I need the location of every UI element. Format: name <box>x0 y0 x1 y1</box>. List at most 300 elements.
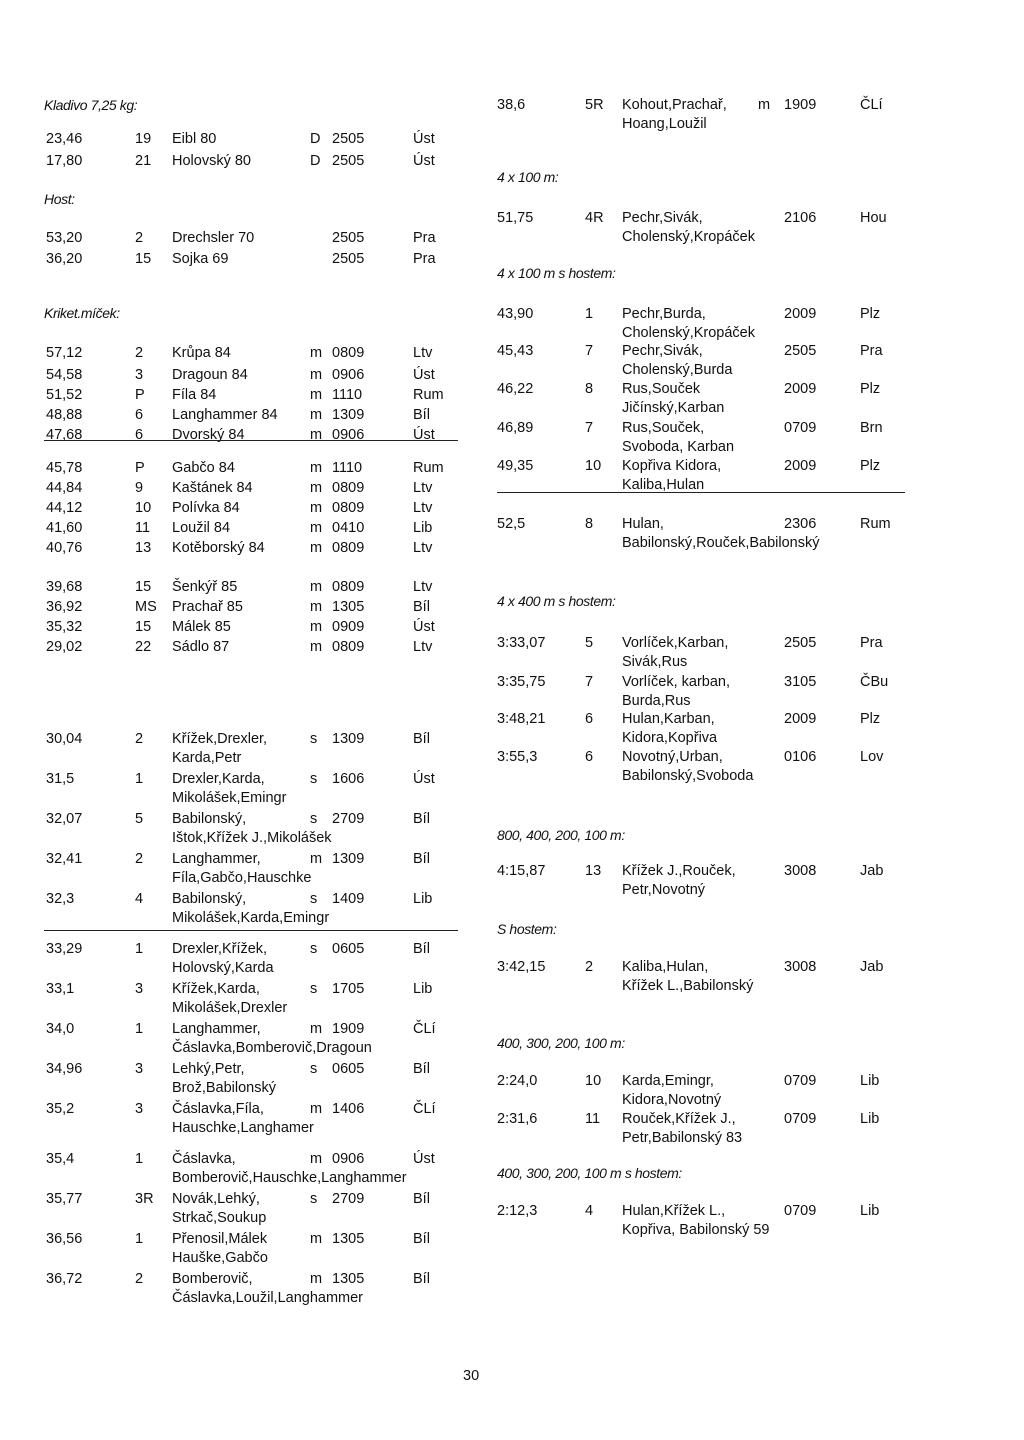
result-cell: 49,35 <box>497 458 534 474</box>
placing-cell: 15 <box>135 251 152 267</box>
placing-cell: 5 <box>135 811 144 827</box>
result-cell: 36,72 <box>46 1271 83 1287</box>
date-cell: 0410 <box>332 520 365 536</box>
city-cell: Úst <box>413 619 435 635</box>
city-cell: Lib <box>413 981 433 997</box>
date-cell: 2505 <box>332 131 365 147</box>
name-cell-continued: Karda,Petr <box>172 750 242 766</box>
city-cell: Rum <box>413 460 444 476</box>
result-cell: 35,4 <box>46 1151 75 1167</box>
name-cell-continued: Bomberovič,Hauschke,Langhammer <box>172 1170 407 1186</box>
section-header-4x100-host: 4 x 100 m s hostem: <box>497 265 616 281</box>
category-cell: m <box>310 1231 323 1247</box>
placing-cell: 2 <box>585 959 594 975</box>
placing-cell: 1 <box>135 1021 144 1037</box>
date-cell: 0809 <box>332 639 365 655</box>
date-cell: 0906 <box>332 367 365 383</box>
placing-cell: 4 <box>585 1203 594 1219</box>
placing-cell: P <box>135 460 145 476</box>
placing-cell: 11 <box>135 520 151 536</box>
city-cell: Lib <box>413 891 433 907</box>
city-cell: Ltv <box>413 540 433 556</box>
result-cell: 29,02 <box>46 639 83 655</box>
name-cell-continued: Jičínský,Karban <box>622 400 725 416</box>
result-cell: 34,96 <box>46 1061 83 1077</box>
city-cell: Úst <box>413 427 435 443</box>
placing-cell: 1 <box>585 306 594 322</box>
name-cell: Málek 85 <box>172 619 231 635</box>
date-cell: 2709 <box>332 1191 365 1207</box>
result-cell: 46,89 <box>497 420 534 436</box>
category-cell: s <box>310 771 318 787</box>
name-cell: Vorlíček, karban, <box>622 674 730 690</box>
date-cell: 2009 <box>784 458 817 474</box>
placing-cell: 6 <box>585 749 594 765</box>
name-cell: Bomberovič, <box>172 1271 253 1287</box>
placing-cell: 10 <box>135 500 152 516</box>
name-cell: Pechr,Burda, <box>622 306 706 322</box>
name-cell: Eibl 80 <box>172 131 217 147</box>
placing-cell: MS <box>135 599 157 615</box>
name-cell-continued: Kidora,Novotný <box>622 1092 722 1108</box>
date-cell: 1309 <box>332 851 365 867</box>
result-cell: 3:35,75 <box>497 674 546 690</box>
date-cell: 1309 <box>332 407 365 423</box>
placing-cell: 15 <box>135 579 152 595</box>
city-cell: Úst <box>413 131 435 147</box>
category-cell: m <box>310 1101 323 1117</box>
placing-cell: 2 <box>135 230 144 246</box>
name-cell: Rouček,Křížek J., <box>622 1111 736 1127</box>
result-cell: 57,12 <box>46 345 83 361</box>
name-cell: Gabčo 84 <box>172 460 235 476</box>
date-cell: 1305 <box>332 1271 365 1287</box>
category-cell: m <box>310 851 323 867</box>
city-cell: Plz <box>860 306 881 322</box>
date-cell: 0809 <box>332 579 365 595</box>
result-cell: 41,60 <box>46 520 83 536</box>
name-cell-continued: Cholenský,Kropáček <box>622 229 755 245</box>
result-cell: 33,1 <box>46 981 75 997</box>
placing-cell: 3 <box>135 1061 144 1077</box>
category-cell: m <box>310 1021 323 1037</box>
divider <box>44 930 458 931</box>
city-cell: Hou <box>860 210 887 226</box>
name-cell-continued: Kaliba,Hulan <box>622 477 705 493</box>
result-cell: 35,32 <box>46 619 83 635</box>
city-cell: Rum <box>860 516 891 532</box>
placing-cell: 9 <box>135 480 144 496</box>
placing-cell: 13 <box>585 863 602 879</box>
name-cell: Rus,Souček <box>622 381 701 397</box>
city-cell: Ltv <box>413 480 433 496</box>
result-cell: 3:42,15 <box>497 959 546 975</box>
category-cell: s <box>310 811 318 827</box>
date-cell: 1110 <box>332 460 363 476</box>
name-cell-continued: Strkač,Soukup <box>172 1210 267 1226</box>
city-cell: Rum <box>413 387 444 403</box>
placing-cell: 3 <box>135 981 144 997</box>
result-cell: 17,80 <box>46 153 83 169</box>
city-cell: Ltv <box>413 579 433 595</box>
name-cell-continued: Petr,Babilonský 83 <box>622 1130 743 1146</box>
city-cell: Pra <box>413 230 436 246</box>
result-cell: 4:15,87 <box>497 863 546 879</box>
date-cell: 1305 <box>332 1231 365 1247</box>
category-cell: m <box>310 345 323 361</box>
name-cell: Dragoun 84 <box>172 367 248 383</box>
city-cell: Ltv <box>413 639 433 655</box>
date-cell: 2505 <box>332 251 365 267</box>
date-cell: 0909 <box>332 619 365 635</box>
section-header-400-host: 400, 300, 200, 100 m s hostem: <box>497 1165 682 1181</box>
name-cell-continued: Kopřiva, Babilonský 59 <box>622 1222 770 1238</box>
name-cell: Babilonský, <box>172 811 247 827</box>
city-cell: Jab <box>860 959 884 975</box>
category-cell: m <box>310 500 323 516</box>
placing-cell: 4R <box>585 210 604 226</box>
name-cell-continued: Fíla,Gabčo,Hauschke <box>172 870 312 886</box>
date-cell: 1409 <box>332 891 365 907</box>
result-cell: 52,5 <box>497 516 526 532</box>
category-cell: m <box>758 97 771 113</box>
name-cell: Prachař 85 <box>172 599 243 615</box>
result-cell: 43,90 <box>497 306 534 322</box>
name-cell-continued: Cholenský,Kropáček <box>622 325 755 341</box>
city-cell: Úst <box>413 771 435 787</box>
name-cell-continued: Burda,Rus <box>622 693 691 709</box>
city-cell: Úst <box>413 1151 435 1167</box>
name-cell: Vorlíček,Karban, <box>622 635 729 651</box>
category-cell: m <box>310 599 323 615</box>
city-cell: Bíl <box>413 599 430 615</box>
city-cell: Brn <box>860 420 883 436</box>
placing-cell: 2 <box>135 1271 144 1287</box>
name-cell: Hulan,Křížek L., <box>622 1203 726 1219</box>
result-cell: 45,78 <box>46 460 83 476</box>
date-cell: 3105 <box>784 674 817 690</box>
section-header-800: 800, 400, 200, 100 m: <box>497 827 625 843</box>
city-cell: Bíl <box>413 407 430 423</box>
placing-cell: 10 <box>585 1073 602 1089</box>
result-cell: 36,20 <box>46 251 83 267</box>
category-cell: s <box>310 891 318 907</box>
category-cell: m <box>310 387 323 403</box>
placing-cell: 1 <box>135 1231 144 1247</box>
date-cell: 2505 <box>784 635 817 651</box>
result-cell: 44,84 <box>46 480 83 496</box>
date-cell: 0709 <box>784 1111 817 1127</box>
city-cell: Bíl <box>413 1061 430 1077</box>
date-cell: 0605 <box>332 941 365 957</box>
section-header-4x400-host: 4 x 400 m s hostem: <box>497 593 616 609</box>
page-number: 30 <box>463 1368 480 1384</box>
placing-cell: 21 <box>135 153 152 169</box>
date-cell: 2505 <box>332 230 365 246</box>
city-cell: ČLí <box>413 1101 436 1117</box>
section-header-s-hostem: S hostem: <box>497 921 557 937</box>
date-cell: 1110 <box>332 387 363 403</box>
name-cell: Lehký,Petr, <box>172 1061 245 1077</box>
date-cell: 1705 <box>332 981 365 997</box>
placing-cell: 7 <box>585 420 594 436</box>
result-cell: 34,0 <box>46 1021 75 1037</box>
date-cell: 1309 <box>332 731 365 747</box>
name-cell: Drexler,Karda, <box>172 771 265 787</box>
result-cell: 54,58 <box>46 367 83 383</box>
section-header-400: 400, 300, 200, 100 m: <box>497 1035 625 1051</box>
placing-cell: 7 <box>585 674 594 690</box>
placing-cell: 2 <box>135 345 144 361</box>
category-cell: s <box>310 941 318 957</box>
name-cell-continued: Mikolášek,Emingr <box>172 790 287 806</box>
date-cell: 0906 <box>332 427 365 443</box>
result-cell: 32,07 <box>46 811 83 827</box>
name-cell-continued: Čáslavka,Loužil,Langhammer <box>172 1290 364 1306</box>
placing-cell: 6 <box>585 711 594 727</box>
result-cell: 3:55,3 <box>497 749 538 765</box>
result-cell: 3:48,21 <box>497 711 546 727</box>
city-cell: Lib <box>860 1111 880 1127</box>
name-cell: Drechsler 70 <box>172 230 255 246</box>
name-cell: Novotný,Urban, <box>622 749 723 765</box>
date-cell: 1305 <box>332 599 365 615</box>
name-cell: Křížek,Karda, <box>172 981 260 997</box>
category-cell: m <box>310 540 323 556</box>
date-cell: 0809 <box>332 480 365 496</box>
name-cell: Čáslavka, <box>172 1151 236 1167</box>
name-cell: Sádlo 87 <box>172 639 230 655</box>
name-cell: Babilonský, <box>172 891 247 907</box>
name-cell: Krůpa 84 <box>172 345 231 361</box>
category-cell: D <box>310 131 321 147</box>
name-cell: Křížek,Drexler, <box>172 731 268 747</box>
result-cell: 3:33,07 <box>497 635 546 651</box>
placing-cell: 22 <box>135 639 152 655</box>
city-cell: Úst <box>413 153 435 169</box>
city-cell: Bíl <box>413 941 430 957</box>
placing-cell: 6 <box>135 407 144 423</box>
name-cell-continued: Petr,Novotný <box>622 882 706 898</box>
city-cell: Lib <box>860 1203 880 1219</box>
section-header-4x100: 4 x 100 m: <box>497 169 559 185</box>
city-cell: Bíl <box>413 811 430 827</box>
date-cell: 0809 <box>332 540 365 556</box>
placing-cell: 7 <box>585 343 594 359</box>
name-cell-continued: Babilonský,Svoboda <box>622 768 754 784</box>
name-cell: Čáslavka,Fíla, <box>172 1101 264 1117</box>
result-cell: 2:12,3 <box>497 1203 538 1219</box>
name-cell: Kotěborský 84 <box>172 540 265 556</box>
section-header-kriket: Kriket.míček: <box>44 305 120 321</box>
result-cell: 51,75 <box>497 210 534 226</box>
name-cell: Langhammer, <box>172 1021 261 1037</box>
city-cell: ČBu <box>860 674 889 690</box>
city-cell: Ltv <box>413 345 433 361</box>
name-cell-continued: Hauške,Gabčo <box>172 1250 268 1266</box>
category-cell: s <box>310 1191 318 1207</box>
name-cell: Kaštánek 84 <box>172 480 253 496</box>
name-cell: Pechr,Sivák, <box>622 210 703 226</box>
date-cell: 0709 <box>784 1203 817 1219</box>
section-header-kladivo: Kladivo 7,25 kg: <box>44 97 138 113</box>
city-cell: Ltv <box>413 500 433 516</box>
result-cell: 2:31,6 <box>497 1111 538 1127</box>
result-cell: 32,41 <box>46 851 83 867</box>
name-cell-continued: Křížek L.,Babilonský <box>622 978 754 994</box>
name-cell-continued: Hauschke,Langhamer <box>172 1120 314 1136</box>
name-cell-continued: Brož,Babilonský <box>172 1080 276 1096</box>
placing-cell: 15 <box>135 619 152 635</box>
placing-cell: 11 <box>585 1111 601 1127</box>
placing-cell: 5 <box>585 635 594 651</box>
date-cell: 3008 <box>784 959 817 975</box>
name-cell: Dvorský 84 <box>172 427 245 443</box>
result-cell: 46,22 <box>497 381 534 397</box>
result-cell: 45,43 <box>497 343 534 359</box>
name-cell: Sojka 69 <box>172 251 229 267</box>
date-cell: 0709 <box>784 420 817 436</box>
city-cell: ČLí <box>860 97 883 113</box>
category-cell: s <box>310 1061 318 1077</box>
city-cell: Bíl <box>413 1231 430 1247</box>
placing-cell: 1 <box>135 1151 144 1167</box>
date-cell: 2505 <box>784 343 817 359</box>
date-cell: 1909 <box>332 1021 365 1037</box>
name-cell: Kopřiva Kidora, <box>622 458 722 474</box>
result-cell: 38,6 <box>497 97 526 113</box>
name-cell: Šenkýř 85 <box>172 579 238 595</box>
divider <box>497 492 905 493</box>
name-cell-continued: Cholenský,Burda <box>622 362 733 378</box>
city-cell: Plz <box>860 458 881 474</box>
name-cell: Přenosil,Málek <box>172 1231 268 1247</box>
name-cell: Kaliba,Hulan, <box>622 959 709 975</box>
name-cell-continued: Babilonský,Rouček,Babilonský <box>622 535 820 551</box>
city-cell: Úst <box>413 367 435 383</box>
name-cell: Loužil 84 <box>172 520 231 536</box>
name-cell-continued: Mikolášek,Drexler <box>172 1000 288 1016</box>
category-cell: s <box>310 731 318 747</box>
city-cell: Jab <box>860 863 884 879</box>
date-cell: 0605 <box>332 1061 365 1077</box>
result-cell: 33,29 <box>46 941 83 957</box>
name-cell: Pechr,Sivák, <box>622 343 703 359</box>
date-cell: 3008 <box>784 863 817 879</box>
result-cell: 30,04 <box>46 731 83 747</box>
name-cell: Polívka 84 <box>172 500 240 516</box>
placing-cell: 19 <box>135 131 152 147</box>
name-cell: Rus,Souček, <box>622 420 705 436</box>
category-cell: s <box>310 981 318 997</box>
date-cell: 0809 <box>332 500 365 516</box>
date-cell: 1606 <box>332 771 365 787</box>
name-cell-continued: Svoboda, Karban <box>622 439 735 455</box>
result-cell: 40,76 <box>46 540 83 556</box>
placing-cell: 8 <box>585 381 594 397</box>
date-cell: 2505 <box>332 153 365 169</box>
placing-cell: 6 <box>135 427 144 443</box>
date-cell: 0106 <box>784 749 817 765</box>
name-cell: Langhammer, <box>172 851 261 867</box>
city-cell: Lov <box>860 749 884 765</box>
result-cell: 35,2 <box>46 1101 75 1117</box>
placing-cell: 3R <box>135 1191 154 1207</box>
name-cell-continued: Kidora,Kopřiva <box>622 730 718 746</box>
name-cell: Hulan,Karban, <box>622 711 715 727</box>
placing-cell: 1 <box>135 941 144 957</box>
placing-cell: 4 <box>135 891 144 907</box>
name-cell-continued: Hoang,Loužil <box>622 116 707 132</box>
city-cell: Bíl <box>413 731 430 747</box>
placing-cell: 3 <box>135 1101 144 1117</box>
placing-cell: 5R <box>585 97 604 113</box>
result-cell: 2:24,0 <box>497 1073 538 1089</box>
city-cell: ČLí <box>413 1021 436 1037</box>
result-cell: 48,88 <box>46 407 83 423</box>
category-cell: m <box>310 579 323 595</box>
category-cell: m <box>310 639 323 655</box>
city-cell: Bíl <box>413 1191 430 1207</box>
date-cell: 1406 <box>332 1101 365 1117</box>
category-cell: m <box>310 460 323 476</box>
placing-cell: 2 <box>135 851 144 867</box>
date-cell: 1909 <box>784 97 817 113</box>
name-cell: Karda,Emingr, <box>622 1073 714 1089</box>
name-cell: Drexler,Křížek, <box>172 941 268 957</box>
placing-cell: 8 <box>585 516 594 532</box>
name-cell-continued: Čáslavka,Bomberovič,Dragoun <box>172 1040 372 1056</box>
name-cell: Hulan, <box>622 516 664 532</box>
placing-cell: 3 <box>135 367 144 383</box>
date-cell: 0809 <box>332 345 365 361</box>
date-cell: 2009 <box>784 306 817 322</box>
city-cell: Pra <box>860 343 883 359</box>
category-cell: m <box>310 407 323 423</box>
name-cell-continued: Ištok,Křížek J.,Mikolášek <box>172 830 332 846</box>
result-cell: 31,5 <box>46 771 75 787</box>
result-cell: 35,77 <box>46 1191 83 1207</box>
placing-cell: P <box>135 387 145 403</box>
date-cell: 2009 <box>784 711 817 727</box>
placing-cell: 1 <box>135 771 144 787</box>
category-cell: m <box>310 520 323 536</box>
result-cell: 51,52 <box>46 387 83 403</box>
category-cell: D <box>310 153 321 169</box>
city-cell: Pra <box>860 635 883 651</box>
category-cell: m <box>310 1151 323 1167</box>
placing-cell: 10 <box>585 458 602 474</box>
name-cell: Novák,Lehký, <box>172 1191 260 1207</box>
name-cell: Kohout,Prachař, <box>622 97 727 113</box>
city-cell: Lib <box>413 520 433 536</box>
name-cell-continued: Holovský,Karda <box>172 960 274 976</box>
city-cell: Pra <box>413 251 436 267</box>
placing-cell: 13 <box>135 540 152 556</box>
result-cell: 47,68 <box>46 427 83 443</box>
category-cell: m <box>310 480 323 496</box>
result-cell: 36,56 <box>46 1231 83 1247</box>
city-cell: Bíl <box>413 851 430 867</box>
city-cell: Plz <box>860 711 881 727</box>
date-cell: 2709 <box>332 811 365 827</box>
city-cell: Bíl <box>413 1271 430 1287</box>
divider <box>44 440 458 441</box>
section-header-host: Host: <box>44 191 75 207</box>
city-cell: Plz <box>860 381 881 397</box>
result-cell: 23,46 <box>46 131 83 147</box>
category-cell: m <box>310 427 323 443</box>
